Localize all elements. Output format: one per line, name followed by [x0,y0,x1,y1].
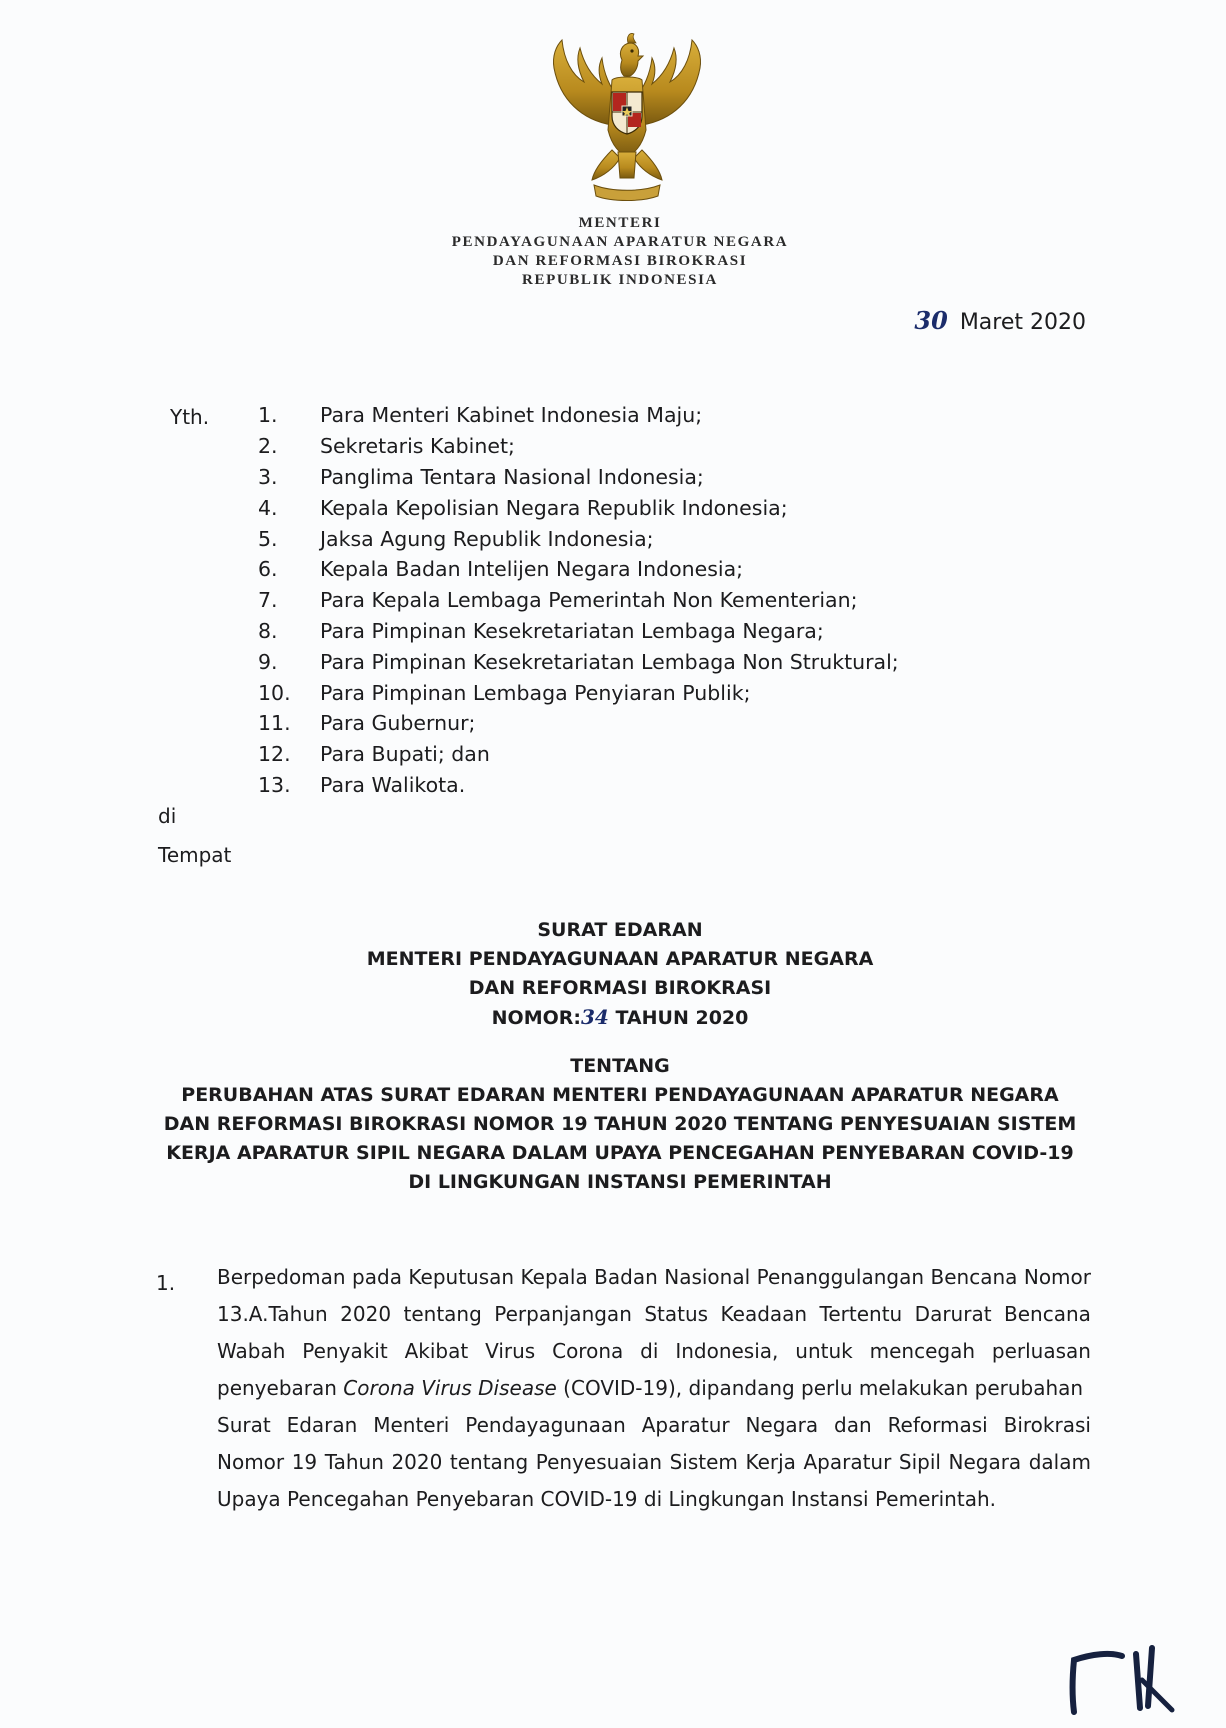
list-text: Para Pimpinan Lembaga Penyiaran Publik; [320,680,751,705]
tempat-label: Tempat [158,843,232,867]
para-word: Keadaan [720,1302,808,1326]
nomor-suffix: TAHUN 2020 [608,1007,749,1029]
para-word: Bencana [930,1265,1018,1289]
list-text: Para Bupati; dan [320,742,490,767]
list-number: 8. [258,618,278,643]
para-text: penyebaran [217,1376,344,1400]
list-text: Para Walikota. [320,772,466,797]
para-line [217,1407,1091,1444]
para-word: Nasional [664,1265,751,1289]
para-word: Reformasi [887,1413,988,1437]
list-item [258,523,899,554]
para-word: Wabah [217,1339,286,1363]
para-word: 2020 [340,1302,392,1326]
para-word: Penanggulangan [756,1265,925,1289]
header-line-4: REPUBLIK INDONESIA [522,272,718,288]
list-item [258,462,899,493]
list-number: 9. [258,649,278,674]
di-label: di [158,804,177,828]
list-number: 2. [258,434,278,459]
nomor-value-handwritten: 34 [580,1005,609,1029]
nomor-prefix: NOMOR: [491,1007,581,1029]
list-number: 12. [258,742,291,767]
title-line-1: SURAT EDARAN [537,919,703,941]
para-word: Sistem [669,1450,738,1474]
para-word: Penyesuaian [535,1450,663,1474]
para-word: 19 [291,1450,318,1474]
list-item [258,431,899,462]
para-word: Berpedoman [217,1265,346,1289]
para-word: Nomor [1023,1265,1091,1289]
para-word: pada [352,1265,402,1289]
para-line [217,1370,1091,1407]
para-word: Keputusan [408,1265,515,1289]
para-word: Menteri [373,1413,450,1437]
header-line-2: PENDAYAGUNAAN APARATUR NEGARA [451,234,789,250]
tentang-line: KERJA APARATUR SIPIL NEGARA DALAM UPAYA PENCEGAHAN PENYEBARAN COVID-19 [166,1142,1074,1164]
para-word: Virus [485,1339,536,1363]
header-line-1: MENTERI [578,215,662,231]
list-text: Para Pimpinan Kesekretariatan Lembaga Negara; [320,618,824,643]
header-line-3: DAN REFORMASI BIROKRASI [492,253,748,269]
paraf-initial-icon [1062,1636,1192,1716]
list-item [258,585,899,616]
list-number: 4. [258,495,278,520]
list-text: Sekretaris Kabinet; [320,434,515,459]
list-text: Para Menteri Kabinet Indonesia Maju; [320,403,703,428]
para-word: Penyakit [302,1339,388,1363]
para-word: Bencana [1004,1302,1091,1326]
para-word: perluasan [991,1339,1091,1363]
para-word: Pendayagunaan [465,1413,626,1437]
paragraph-number: 1. [156,1271,176,1295]
para-word: Akibat [404,1339,469,1363]
list-item [258,400,899,431]
para-word: Birokrasi [1003,1413,1091,1437]
para-word: di [640,1339,659,1363]
list-number: 3. [258,464,278,489]
para-word: Tertentu [819,1302,903,1326]
garuda-emblem-icon [542,30,712,210]
para-word: 2020 [391,1450,443,1474]
list-text: Jaksa Agung Republik Indonesia; [320,526,654,551]
letter-date [914,306,1086,335]
list-item [258,677,899,708]
para-word: mencegah [869,1339,976,1363]
para-word: Kerja [745,1450,796,1474]
para-word: 13.A.Tahun [217,1302,328,1326]
para-word: Aparatur [641,1413,730,1437]
title-line-2: MENTERI PENDAYAGUNAAN APARATUR NEGARA [366,948,874,970]
yth-label: Yth. [170,405,210,429]
date-day-handwritten: 30 [914,306,948,335]
list-text: Para Kepala Lembaga Pemerintah Non Kementerian; [320,588,858,613]
para-word: Perpanjangan [494,1302,632,1326]
para-word: Surat [217,1413,271,1437]
para-line [217,1296,1091,1333]
list-item [258,646,899,677]
para-word: Aparatur [803,1450,892,1474]
para-word: Status [644,1302,709,1326]
paragraph-1 [217,1259,1091,1518]
para-word: untuk [795,1339,853,1363]
para-word: dalam [1028,1450,1091,1474]
para-line: Upaya Pencegahan Penyebaran COVID-19 di Lingkungan Instansi Pemerintah. [217,1487,996,1511]
para-word: Nomor [217,1450,285,1474]
para-italic-text: Corona Virus Disease [343,1376,557,1400]
list-number: 13. [258,772,291,797]
list-item [258,770,899,801]
tentang-section [100,1052,1140,1197]
list-number: 7. [258,588,278,613]
tentang-line: DAN REFORMASI BIROKRASI NOMOR 19 TAHUN 2020 TENTANG PENYESUAIAN SISTEM [163,1113,1077,1135]
para-line [217,1259,1091,1296]
list-item [258,554,899,585]
list-number: 6. [258,557,278,582]
tentang-line: PERUBAHAN ATAS SURAT EDARAN MENTERI PENDAYAGUNAAN APARATUR NEGARA [181,1084,1059,1106]
tentang-line: DI LINGKUNGAN INSTANSI PEMERINTAH [408,1171,832,1193]
list-text: Kepala Kepolisian Negara Republik Indonesia; [320,495,788,520]
list-item [258,492,899,523]
para-word: Badan [594,1265,658,1289]
para-word: dan [834,1413,872,1437]
list-item [258,616,899,647]
list-item [258,739,899,770]
list-text: Para Pimpinan Kesekretariatan Lembaga Non Struktural; [320,649,899,674]
para-word: Negara [745,1413,819,1437]
ministry-header [380,214,860,290]
list-number: 10. [258,680,291,705]
para-word: Tahun [324,1450,384,1474]
list-text: Para Gubernur; [320,711,476,736]
para-word: tentang [403,1302,482,1326]
para-word: tentang [449,1450,529,1474]
para-word: Edaran [286,1413,358,1437]
para-word: Darurat [914,1302,992,1326]
para-word: Negara [948,1450,1022,1474]
list-number: 5. [258,526,278,551]
title-line-3: DAN REFORMASI BIROKRASI [468,977,772,999]
list-number: 11. [258,711,291,736]
list-text: Panglima Tentara Nasional Indonesia; [320,464,704,489]
recipient-list [258,400,899,800]
para-word: Corona [552,1339,624,1363]
para-text: (COVID-19), dipandang perlu melakukan perubahan [556,1376,1084,1400]
para-word: Kepala [520,1265,588,1289]
date-month-year: Maret 2020 [959,310,1086,335]
tentang-label: TENTANG [570,1055,670,1077]
para-line [217,1444,1091,1481]
para-word: Indonesia, [675,1339,779,1363]
title-nomor [120,1003,1120,1033]
para-word: Sipil [898,1450,941,1474]
list-number: 1. [258,403,278,428]
list-text: Kepala Badan Intelijen Negara Indonesia; [320,557,744,582]
list-item [258,708,899,739]
para-line [217,1333,1091,1370]
document-title [120,916,1120,1033]
